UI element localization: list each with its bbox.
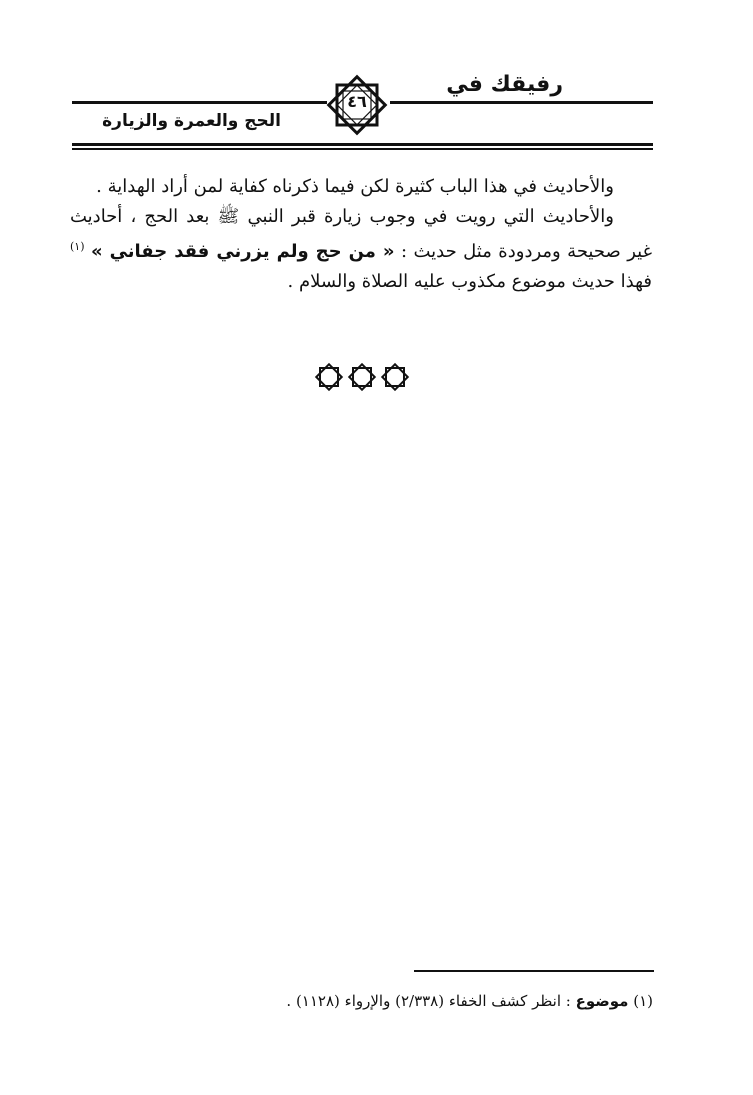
running-header-subtitle: الحج والعمرة والزيارة: [102, 111, 281, 131]
running-header-title: رفيقك في: [446, 72, 563, 97]
section-divider-stars-icon: [312, 360, 412, 394]
footnote-text: : انظر كشف الخفاء (٢/٣٣٨) والإرواء (١١٢٨) .: [286, 992, 576, 1010]
header-rule-right: [390, 101, 653, 104]
paragraph-2: [70, 202, 652, 297]
paragraph-2-end: فهذا حديث موضوع مكذوب عليه الصلاة والسلام .: [287, 271, 652, 292]
footnote-label: موضوع: [575, 992, 629, 1010]
page-number: ٤٦: [347, 92, 367, 111]
hadith-quote: « من حج ولم يزرني فقد جفاني »: [90, 241, 395, 262]
footnote-separator: [414, 970, 654, 972]
paragraph-2-intro: والأحاديث التي رويت في وجوب زيارة قبر النبي ﷺ بعد الحج ، أحاديث غير صحيحة ومردودة مثل حديث :: [70, 206, 652, 262]
header-double-rule-top: [72, 143, 653, 146]
header-rule-left: [72, 101, 327, 104]
footnote-marker: (١): [633, 992, 653, 1010]
footnote-reference[interactable]: (١): [70, 240, 85, 253]
main-text: [70, 172, 652, 297]
header-double-rule-bottom: [72, 148, 653, 150]
footnote: [200, 990, 653, 1012]
paragraph-1: والأحاديث في هذا الباب كثيرة لكن فيما ذكرناه كفاية لمن أراد الهداية .: [96, 176, 614, 197]
